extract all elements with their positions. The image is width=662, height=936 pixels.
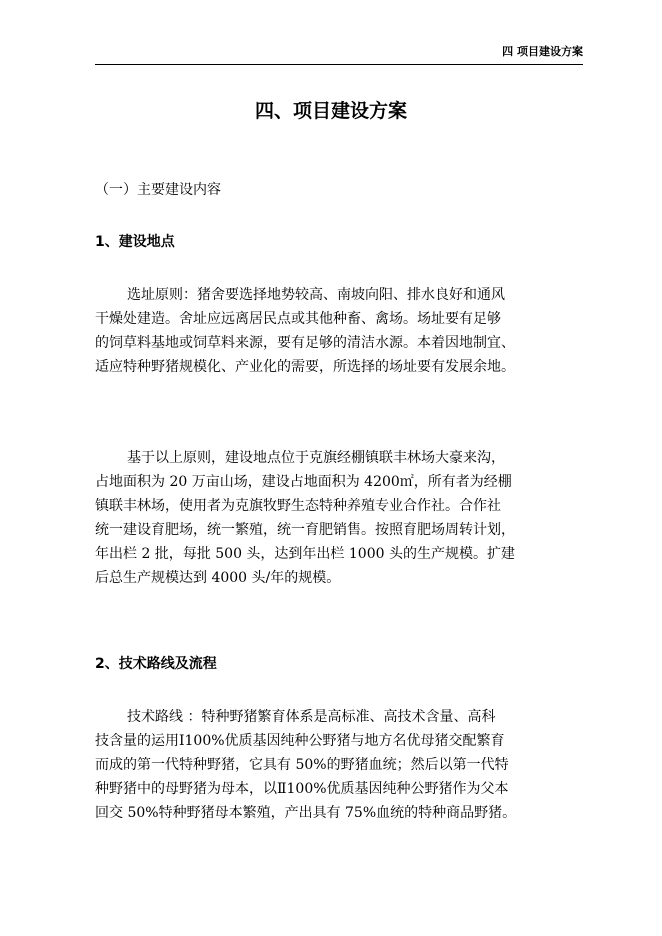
paragraph-line: 回交 50%特种野猪母本繁殖，产出具有 75%血统的特种商品野猪。 xyxy=(95,805,517,821)
running-header xyxy=(95,44,583,65)
running-title: 四 项目建设方案 xyxy=(502,45,583,58)
tech-heading: 2、技术路线及流程 xyxy=(95,656,217,672)
site-principle-paragraph xyxy=(95,283,585,379)
tech-route-paragraph xyxy=(95,705,585,825)
paragraph-line: 统一建设育肥场，统一繁殖，统一育肥销售。按照育肥场周转计划， xyxy=(95,522,515,538)
paragraph-line: 基于以上原则，建设地点位于克旗经棚镇联丰林场大豪来沟， xyxy=(127,450,505,466)
paragraph-line: 技术路线 ：特种野猪繁育体系是高标准、高技术含量、高科 xyxy=(127,709,496,725)
paragraph-line: 适应特种野猪规模化、产业化的需要，所选择的场址要有发展余地。 xyxy=(95,359,515,375)
section-heading: （一）主要建设内容 xyxy=(95,182,221,198)
paragraph-line: 技含量的运用Ⅰ100%优质基因纯种公野猪与地方名优母猪交配繁育 xyxy=(95,733,505,749)
paragraph-line: 选址原则：猪舍要选择地势较高、南坡向阳、排水良好和通风 xyxy=(127,287,505,303)
paragraph-line: 种野猪中的母野猪为母本，以Ⅱ100%优质基因纯种公野猪作为父本 xyxy=(95,781,509,797)
paragraph-line: 后总生产规模达到 4000 头/年的规模。 xyxy=(95,570,341,586)
page-title: 四、项目建设方案 xyxy=(254,100,407,122)
paragraph-line: 占地面积为 20 万亩山场，建设占地面积为 4200㎡，所有者为经棚 xyxy=(95,474,512,490)
paragraph-line: 的饲草料基地或饲草料来源，要有足够的清洁水源。本着因地制宜、 xyxy=(95,335,515,351)
site-location-paragraph xyxy=(95,446,585,590)
site-heading: 1、建设地点 xyxy=(95,234,175,250)
paragraph-line: 而成的第一代特种野猪，它具有 50%的野猪血统；然后以第一代特 xyxy=(95,757,509,773)
paragraph-line: 镇联丰林场，使用者为克旗牧野生态特种养殖专业合作社。合作社 xyxy=(95,498,501,514)
paragraph-line: 年出栏 2 批，每批 500 头，达到年出栏 1000 头的生产规模。扩建 xyxy=(95,546,515,562)
paragraph-line: 干燥处建造。舍址应远离居民点或其他种畜、禽场。场址要有足够 xyxy=(95,311,501,327)
